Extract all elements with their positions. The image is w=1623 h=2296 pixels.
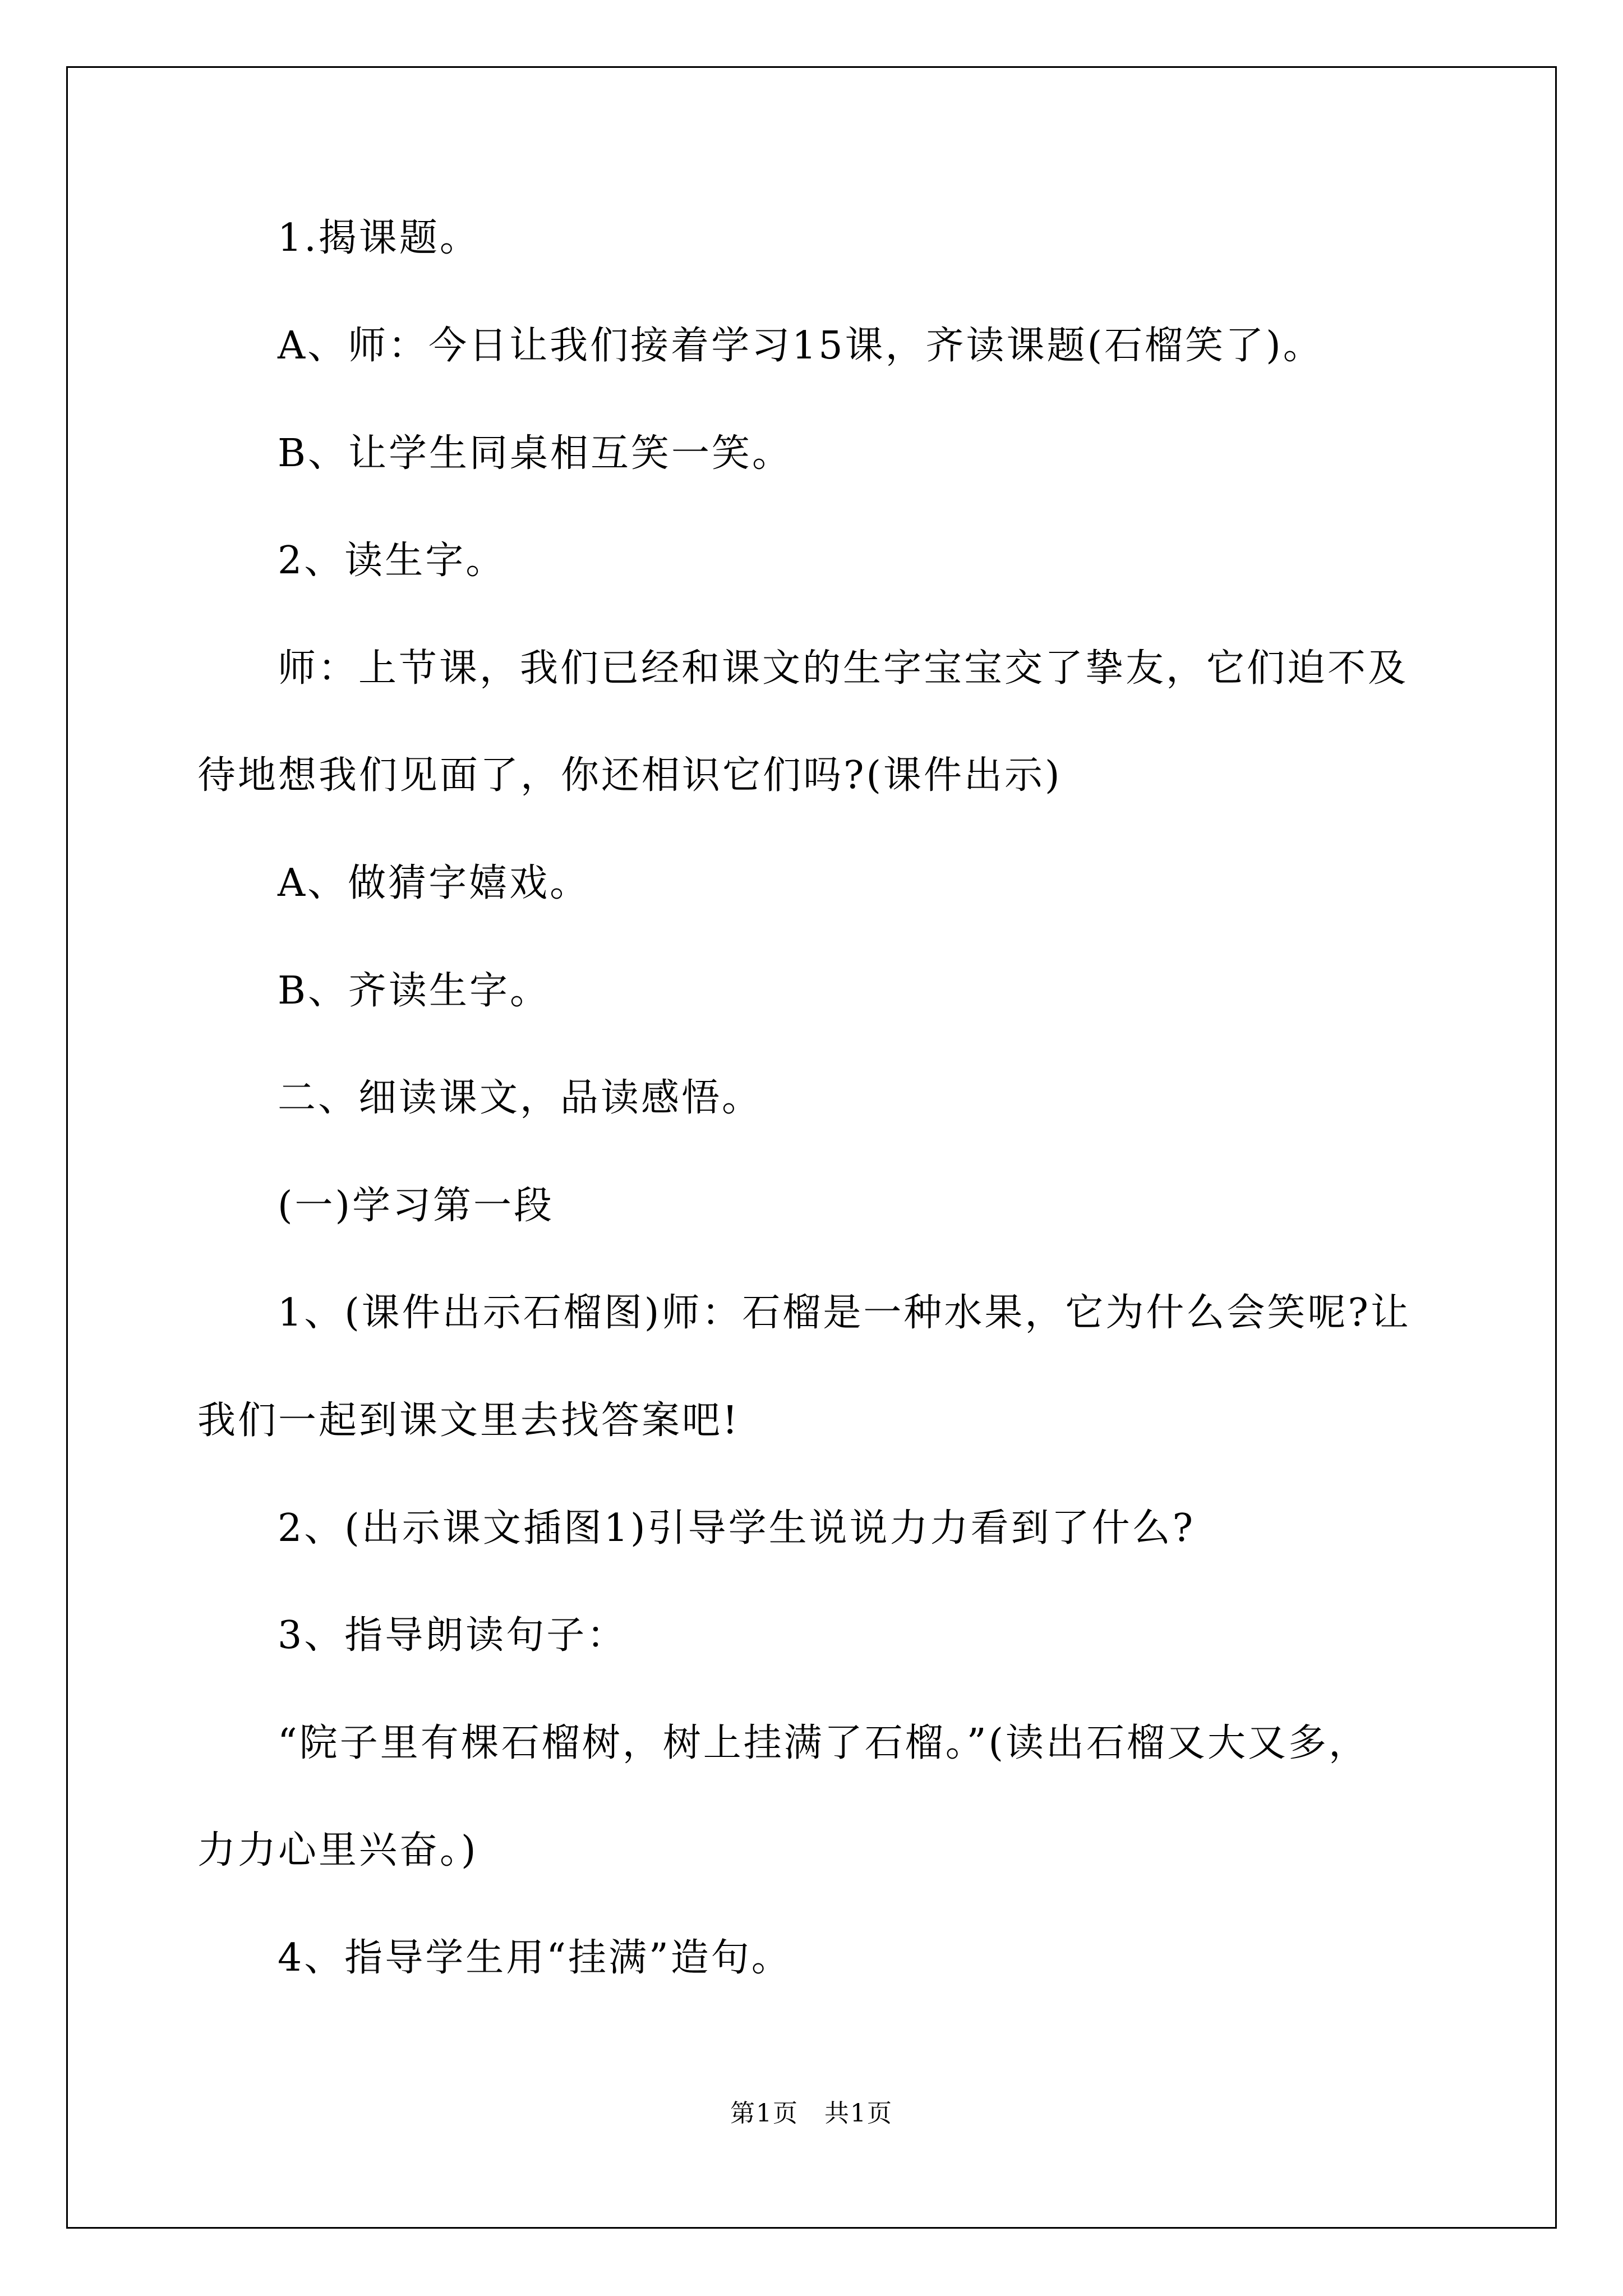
paragraph-read-characters: 2、读生字。	[278, 539, 506, 583]
paragraph-reveal-title: 1.揭课题。	[278, 216, 480, 260]
paragraph-teacher-review-line2: 待地想我们见面了，你还相识它们吗?(课件出示)	[197, 753, 1062, 798]
page-border	[66, 66, 1557, 2229]
paragraph-guide-reading: 3、指导朗读句子：	[278, 1613, 628, 1658]
paragraph-guess-game: A、做猜字嬉戏。	[278, 861, 591, 905]
paragraph-pomegranate-question-line1: 1、(课件出示石榴图)师：石榴是一种水果，它为什么会笑呢?让	[278, 1291, 1411, 1335]
paragraph-show-illustration: 2、(出示课文插图1)引导学生说说力力看到了什么?	[278, 1506, 1196, 1550]
paragraph-teacher-intro: A、师：今日让我们接着学习15课，齐读课题(石榴笑了)。	[278, 324, 1324, 368]
section-heading-close-reading: 二、细读课文，品读感悟。	[278, 1076, 763, 1120]
page-number-footer: 第1页 共1页	[730, 2099, 893, 2128]
paragraph-quote-line1: “院子里有棵石榴树，树上挂满了石榴。”(读出石榴又大又多，	[278, 1721, 1370, 1765]
paragraph-read-together: B、齐读生字。	[278, 969, 550, 1013]
paragraph-quote-line2: 力力心里兴奋。)	[197, 1828, 478, 1872]
paragraph-sentence-making: 4、指导学生用“挂满”造句。	[278, 1936, 792, 1980]
paragraph-teacher-review-line1: 师：上节课，我们已经和课文的生字宝宝交了挚友，它们迫不及	[278, 646, 1409, 691]
subsection-heading-first-part: (一)学习第一段	[278, 1184, 555, 1228]
paragraph-smile-exercise: B、让学生同桌相互笑一笑。	[278, 431, 792, 476]
paragraph-pomegranate-question-line2: 我们一起到课文里去找答案吧!	[197, 1398, 740, 1443]
